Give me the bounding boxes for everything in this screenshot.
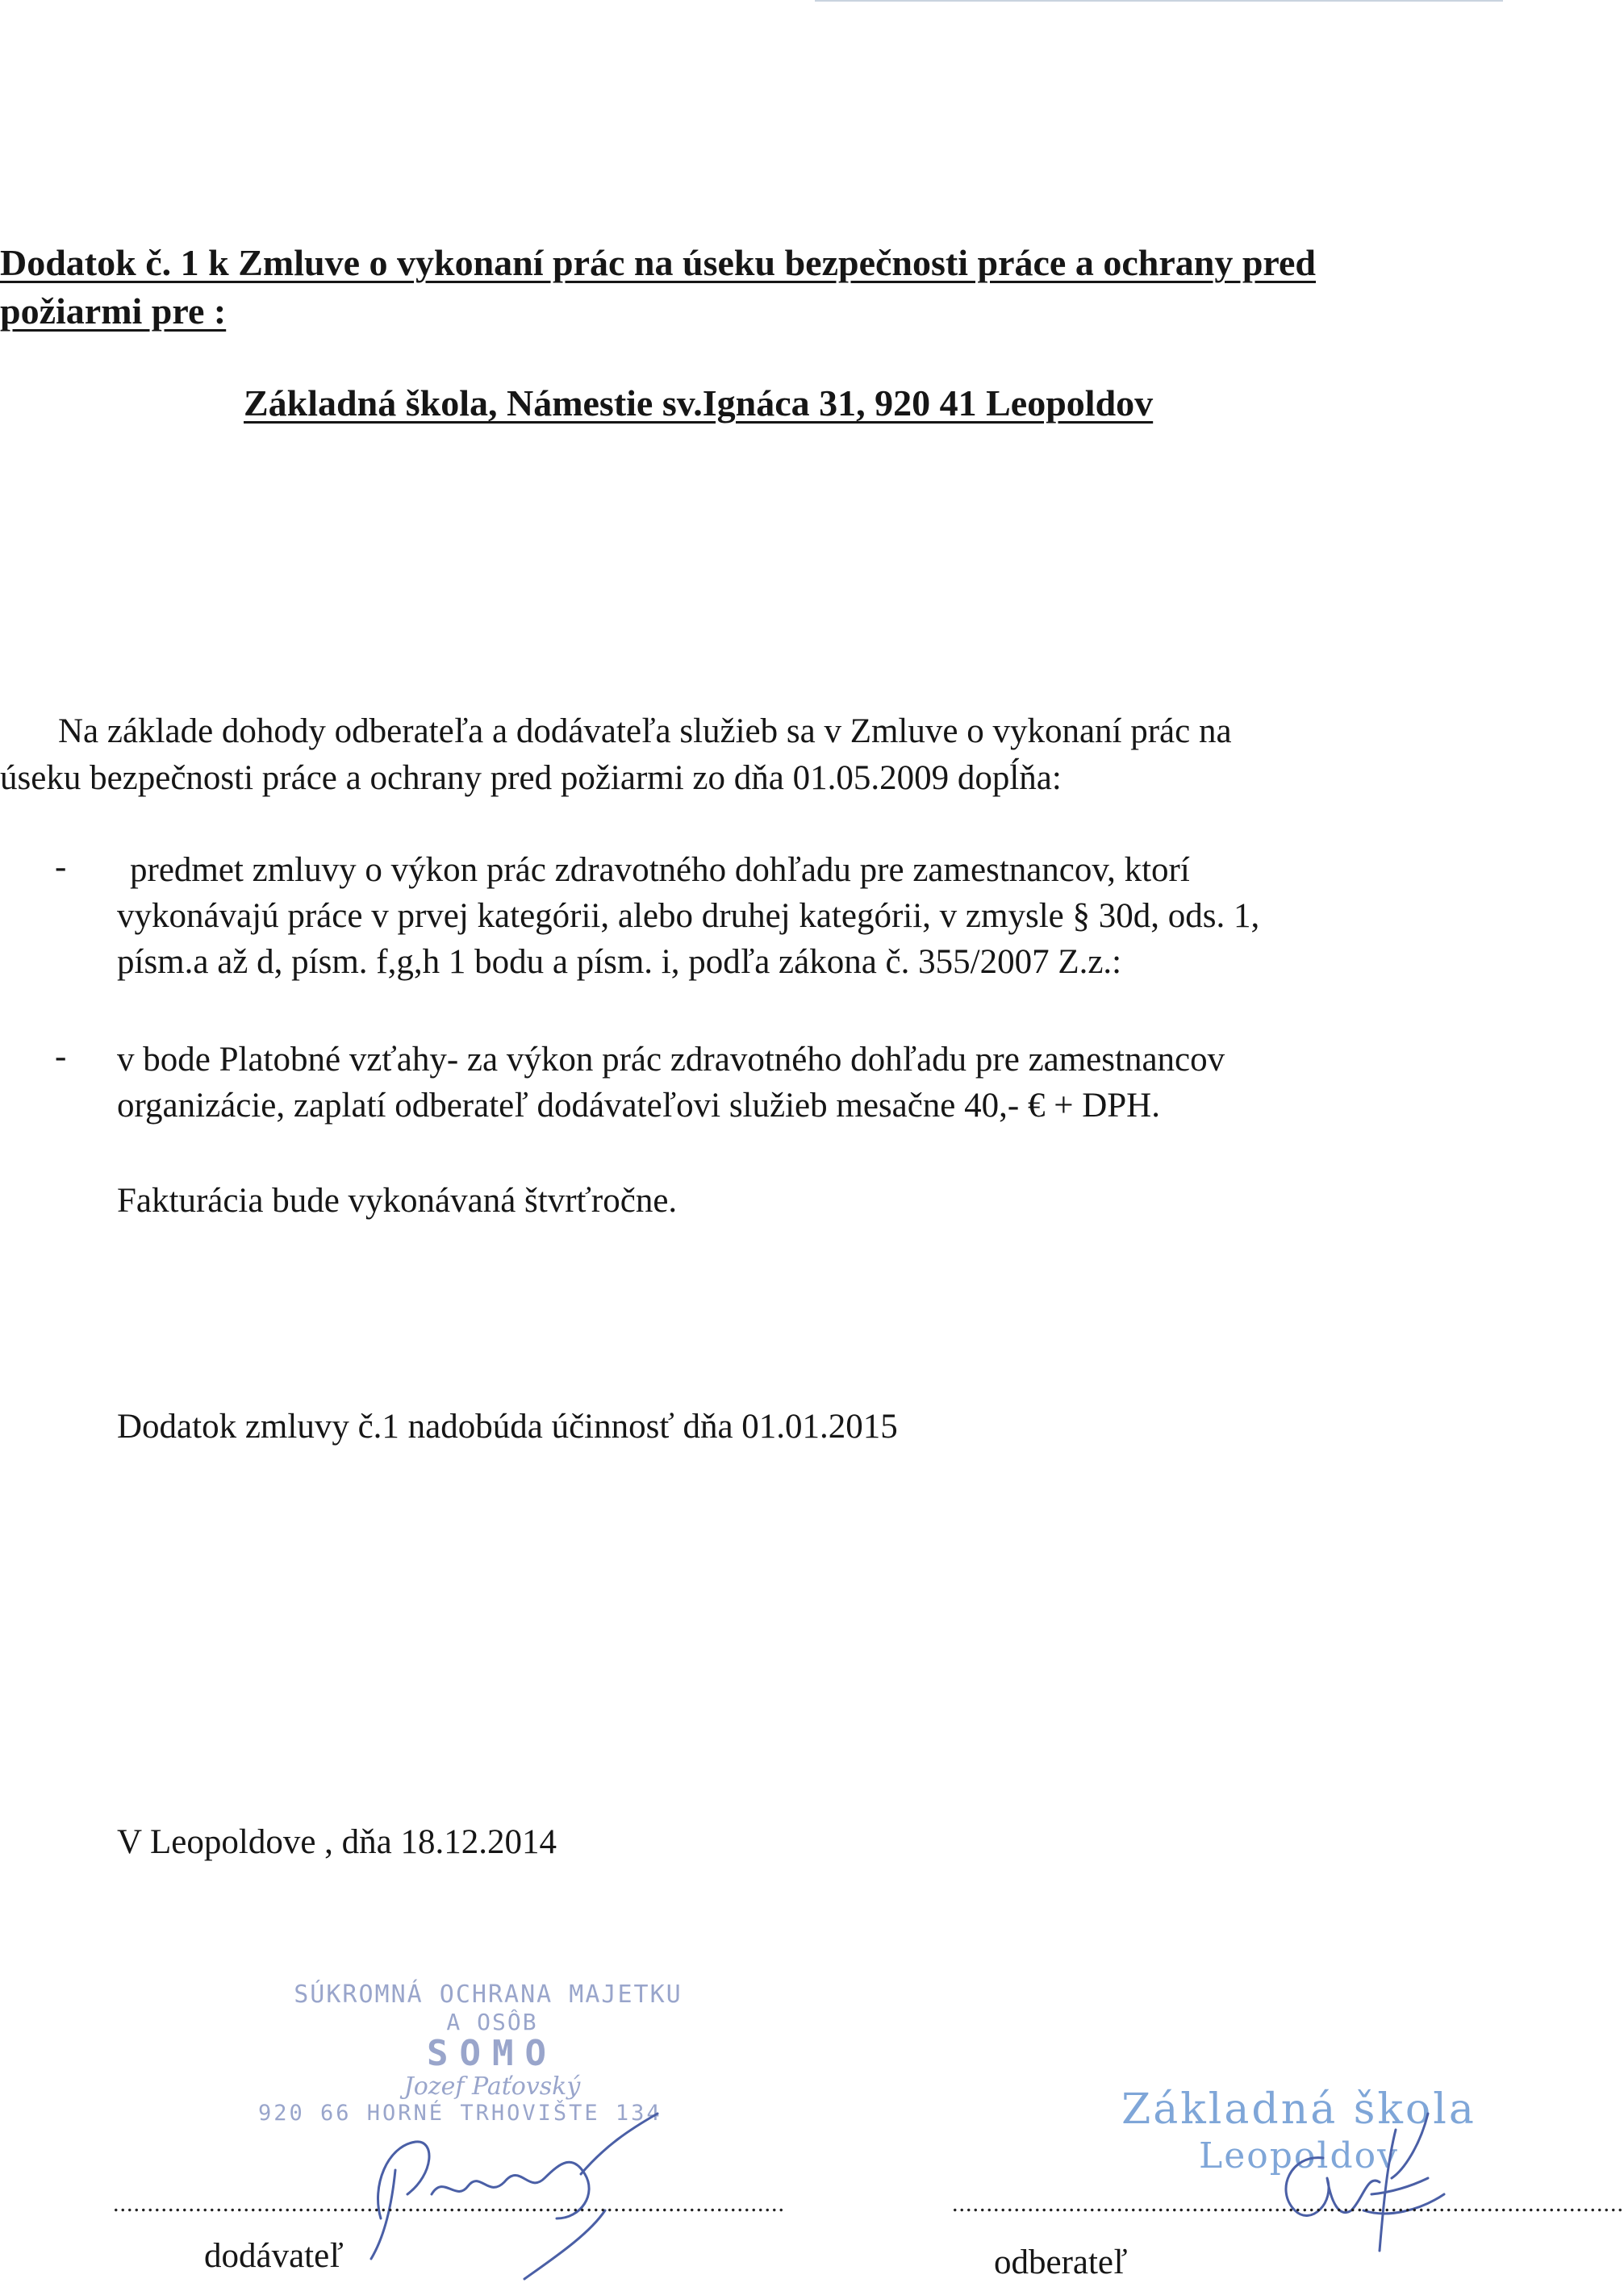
supplier-label: dodávateľ (204, 2237, 344, 2275)
intro-line-2: úseku bezpečnosti práce a ochrany pred požiarmi zo dňa 01.05.2009 dopĺňa: (0, 759, 1062, 797)
bullet-line: v bode Platobné vzťahy- za výkon prác zdravotného dohľadu pre zamestnancov (117, 1041, 1225, 1079)
intro-line-1: Na základe dohody odberateľa a dodávateľa služieb sa v Zmluve o vykonaní prác na (58, 712, 1232, 750)
stamp-line: Jozef Paťovský (403, 2072, 581, 2101)
document-subject: Základná škola, Námestie sv.Ignáca 31, 920 41 Leopoldov (244, 382, 1154, 424)
supplier-signature (339, 2097, 678, 2280)
customer-signature-line: .................................................................................................. (952, 2190, 1624, 2217)
intro-paragraph (0, 708, 1503, 802)
document-title (0, 239, 1484, 336)
bullet-text (117, 1037, 1503, 1129)
bullet-text (117, 847, 1503, 985)
invoicing-note: Fakturácia bude vykonávaná štvrťročne. (117, 1182, 678, 1220)
bullet-dash: - (55, 1037, 67, 1075)
supplier-signature-line: .................................................................................................. (113, 2190, 785, 2217)
bullet-line: predmet zmluvy o výkon prác zdravotného dohľadu pre zamestnancov, ktorí (130, 851, 1190, 889)
customer-signature (1186, 2097, 1476, 2280)
scan-edge-line (815, 0, 1503, 2)
stamp-line: SOMO (427, 2033, 557, 2074)
bullet-dash: - (55, 848, 67, 886)
title-line-1: Dodatok č. 1 k Zmluve o vykonaní prác na úseku bezpečnosti práce a ochrany pred (0, 242, 1317, 283)
bullet-line: organizácie, zaplatí odberateľ dodávateľovi služieb mesačne 40,- € + DPH. (117, 1087, 1160, 1125)
effective-date-note: Dodatok zmluvy č.1 nadobúda účinnosť dňa 01.01.2015 (117, 1408, 898, 1446)
customer-label: odberateľ (994, 2243, 1128, 2281)
stamp-line: Základná škola (1121, 2085, 1476, 2134)
bullet-line: písm.a až d, písm. f,g,h 1 bodu a písm. i, podľa zákona č. 355/2007 Z.z.: (117, 943, 1122, 981)
bullet-line: vykonávajú práce v prvej kategórii, alebo druhej kategórii, v zmysle § 30d, ods. 1, (117, 897, 1260, 935)
title-line-2: požiarmi pre : (0, 290, 227, 332)
stamp-line: 920 66 HORNÉ TRHOVIŠTE 134 (258, 2101, 662, 2126)
place-and-date: V Leopoldove , dňa 18.12.2014 (117, 1823, 557, 1861)
stamp-line: Leopoldov (1199, 2135, 1399, 2177)
stamp-line: A OSÔB (446, 2009, 538, 2035)
stamp-line: SÚKROMNÁ OCHRANA MAJETKU (294, 1980, 683, 2009)
